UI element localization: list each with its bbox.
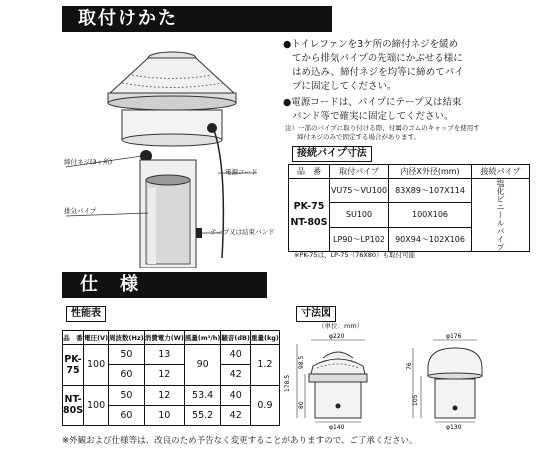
perf-th: 騒音(dB) <box>221 331 251 345</box>
perf-watt: 12 <box>144 385 184 405</box>
section-title-spec: 仕様 <box>62 272 267 298</box>
pipe-th-dim: 内径X外径(mm) <box>389 165 472 179</box>
pipe-models-cell <box>289 179 330 252</box>
footer-note: ※外観および仕様等は、改良のため予告なく変更することがありますので、ご了承ください。 <box>62 436 418 446</box>
note-line: ●トイレファンを3ケ所の締付ネジを緩め <box>283 39 459 50</box>
perf-weight: 0.9 <box>250 385 279 425</box>
label-cord: 電源コード <box>225 168 258 176</box>
perf-th: 消費電力(W) <box>144 331 184 345</box>
dim-pk75-top: φ220 <box>329 333 345 340</box>
perf-model: NT-80S <box>63 385 84 425</box>
dim-unit: （単位：mm） <box>318 322 364 330</box>
pipe-fit: SU100 <box>330 203 389 227</box>
perf-airflow: 53.4 <box>184 385 221 405</box>
perf-hz: 60 <box>109 405 145 425</box>
pipe-model: PK-75 <box>293 201 325 212</box>
note-line: てから排気パイプの先端にかぶせる様に <box>292 53 463 64</box>
dim-chart-title: 寸法図 <box>296 306 336 322</box>
dim-nt80s-bottom: φ130 <box>446 424 462 430</box>
perf-watt: 13 <box>144 345 184 365</box>
perf-watt: 12 <box>144 365 184 385</box>
pipe-type-cell <box>472 179 530 252</box>
perf-hz: 60 <box>109 365 145 385</box>
pipe-th-type: 接続パイプ <box>472 165 530 179</box>
pipe-th-fit: 取付パイプ <box>330 165 389 179</box>
perf-noise: 42 <box>221 365 251 385</box>
dimension-drawing <box>283 330 533 430</box>
pk75-drawing <box>297 340 367 422</box>
perf-watt: 10 <box>144 405 184 425</box>
perf-hz: 50 <box>109 385 145 405</box>
dim-pk75-bottom: φ140 <box>329 424 345 430</box>
pipe-th-model: 品 番 <box>289 165 330 179</box>
install-note-1 <box>283 38 538 94</box>
dim-pk75-h2: 98.5 <box>298 355 305 369</box>
perf-noise: 42 <box>221 405 251 425</box>
pipe-type: 塩化ビニールパイプ <box>496 179 505 251</box>
perf-voltage: 100 <box>84 345 109 385</box>
pipe-fit: VU75～VU100 <box>330 179 389 203</box>
footnote-line: 注）一部のパイプに取り付ける際、付属のゴムのキャップを使用す <box>285 124 480 132</box>
install-footnote <box>285 124 540 142</box>
perf-th: 風量(m³/h) <box>184 331 221 345</box>
nt80s-drawing <box>413 340 482 422</box>
note-line: はめ込み、締付ネジを均等に締めてパイ <box>292 67 464 78</box>
pipe-dim: 90X94～102X106 <box>389 227 472 251</box>
label-pipe: 排気パイプ <box>64 207 97 215</box>
label-tape: テープ又は結束バンド <box>210 228 275 236</box>
perf-th: 重量(kg) <box>250 331 279 345</box>
perf-th: 周波数(Hz) <box>109 331 145 345</box>
section-title-install: 取付けかた <box>62 6 332 32</box>
perf-table-title: 性能表 <box>66 306 106 322</box>
perf-airflow: 55.2 <box>184 405 221 425</box>
pipe-dim: 83X89～107X114 <box>389 179 472 203</box>
dim-nt80s-h2: 105 <box>412 394 419 406</box>
perf-weight: 1.2 <box>250 345 279 385</box>
perf-noise: 40 <box>221 345 251 365</box>
dim-pk75-h1: 80 <box>298 401 305 409</box>
dim-nt80s-h1: 76 <box>406 362 413 370</box>
perf-th: 品 番 <box>63 331 84 345</box>
pipe-table-note: ※PK-75は、LP-75（76X80）も取付可能 <box>294 251 416 259</box>
pipe-table-title: 接続パイプ寸法 <box>292 146 372 162</box>
label-screw: 締付ネジ(3ヶ所) <box>64 158 113 166</box>
perf-th: 電圧(V) <box>84 331 109 345</box>
pipe-model: NT-80S <box>290 217 328 228</box>
note-line: バンド等で確実に固定してください。 <box>292 111 454 122</box>
perf-noise: 40 <box>221 385 251 405</box>
perf-hz: 50 <box>109 345 145 365</box>
dim-pk75-height: 178.5 <box>284 374 291 392</box>
footnote-line: 締付ネジのみで固定する場合があります。 <box>297 133 420 141</box>
pipe-fit: LP90～LP102 <box>330 227 389 251</box>
perf-airflow: 90 <box>184 345 221 385</box>
perf-table <box>62 330 280 426</box>
install-note-2 <box>283 96 538 124</box>
pipe-dim: 100X106 <box>389 203 472 227</box>
perf-voltage: 100 <box>84 385 109 425</box>
note-line: ●電源コードは、パイプにテープ又は結束 <box>283 97 462 108</box>
pipe-table <box>288 164 530 252</box>
dim-nt80s-top: φ176 <box>446 333 462 340</box>
perf-model: PK-75 <box>63 345 84 385</box>
note-line: プに固定してください。 <box>292 81 397 92</box>
